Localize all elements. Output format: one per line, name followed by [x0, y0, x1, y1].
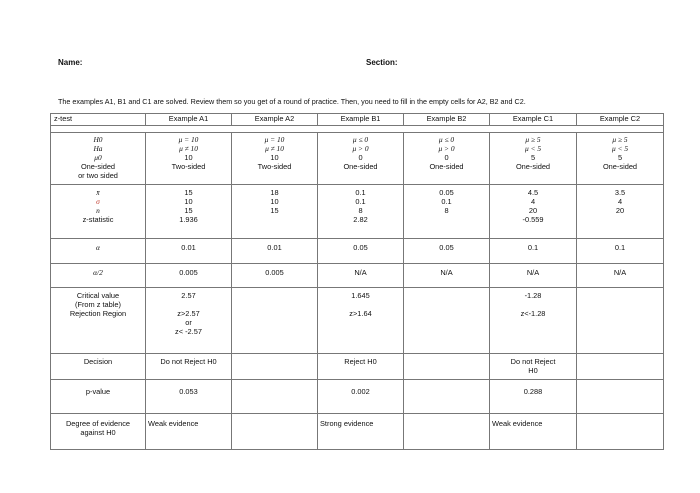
xbar-value: 0.05: [439, 188, 454, 197]
h0-label: H0: [93, 135, 103, 144]
z-statistic-label: z-statistic: [82, 215, 114, 224]
critical-cell-c1: [490, 288, 577, 354]
header-row: [51, 114, 664, 126]
sigma-label: σ: [96, 197, 100, 206]
section-label: Section:: [366, 58, 398, 67]
ha-label: Ha: [93, 144, 103, 153]
decision-cell-c2: [577, 354, 664, 380]
statistics-cell-b1: [318, 185, 404, 239]
xbar-value: 15: [184, 188, 193, 197]
evidence-value: Strong evidence: [320, 419, 374, 428]
sigma-value: 0.1: [355, 197, 366, 206]
evidence-cell-c2: [577, 414, 664, 450]
mu0-value: 10: [184, 153, 193, 162]
statistics-cell-a1: [146, 185, 232, 239]
z-statistic-value: [406, 215, 487, 224]
z-test-table: [50, 113, 664, 450]
z-statistic-value: 2.82: [353, 215, 368, 224]
mu0-value: 5: [530, 153, 536, 162]
xbar-value: 18: [270, 188, 279, 197]
alpha-half-value: 0.005: [179, 268, 198, 277]
evidence-value: Weak evidence: [148, 419, 199, 428]
mu0-value: 0: [358, 153, 363, 162]
critical-value: -1.28: [524, 291, 542, 300]
hypotheses-row: [51, 133, 664, 185]
z-statistic-value: [234, 215, 315, 224]
from-z-table-text: (From z table): [75, 300, 121, 309]
hypotheses-cell-b1: [318, 133, 404, 185]
column-header: Example C2: [577, 114, 664, 126]
column-header: Example A1: [146, 114, 232, 126]
decision-value: Do not Reject H0: [160, 357, 217, 366]
rejection-region: z>2.57: [177, 309, 200, 318]
statistics-row: [51, 185, 664, 239]
rejection-region-2: z< -2.57: [175, 327, 202, 336]
xbar-value: 4.5: [527, 188, 539, 197]
alpha-half-label: α/2: [93, 268, 103, 277]
hypotheses-cell-a1: [146, 133, 232, 185]
rejection-region-text: Rejection Region: [69, 309, 127, 318]
spacer-row: [51, 126, 664, 133]
column-header: Example B2: [404, 114, 490, 126]
sidedness-label: One-sided: [80, 162, 116, 171]
z-statistic-value: 1.936: [179, 215, 198, 224]
n-value: 15: [270, 206, 279, 215]
evidence-label-text-2: against H0: [80, 428, 116, 437]
alpha-label: α: [96, 243, 100, 252]
decision-cell-b2: [404, 354, 490, 380]
rejection-region: z<-1.28: [520, 309, 546, 318]
ha-value: μ < 5: [611, 144, 629, 153]
name-label: Name:: [58, 58, 83, 67]
corner-header: z-test: [51, 114, 146, 126]
ha-value: μ < 5: [524, 144, 542, 153]
mu0-value: 0: [444, 153, 449, 162]
mu0-label: μ0: [94, 153, 102, 162]
critical-cell-a1: [146, 288, 232, 354]
h0-value: μ ≥ 5: [525, 135, 541, 144]
sidedness-label-2: or two sided: [78, 171, 118, 180]
alpha-half-row: [51, 264, 664, 288]
alpha-row: [51, 239, 664, 264]
n-value: 20: [528, 206, 538, 215]
statistics-cell-c1: [490, 185, 577, 239]
alpha-half-value: N/A: [613, 268, 627, 277]
h0-value: μ ≤ 0: [438, 135, 455, 144]
h0-value: μ = 10: [178, 135, 199, 144]
rejection-region-or: or: [185, 318, 192, 327]
sigma-value: 4: [530, 197, 536, 206]
p-value: 0.053: [179, 387, 198, 396]
statistics-cell-b2: [404, 185, 490, 239]
critical-cell-a2: [232, 288, 318, 354]
statistics-cell-c2: [577, 185, 664, 239]
statistics-label: [51, 185, 146, 239]
critical-value: 2.57: [181, 291, 196, 300]
blank-line: [148, 300, 229, 309]
evidence-label: [51, 414, 146, 450]
evidence-cell-a2: [232, 414, 318, 450]
sigma-value: 4: [617, 197, 623, 206]
critical-cell-b1: [318, 288, 404, 354]
ha-value: μ ≠ 10: [265, 144, 284, 153]
sidedness-value: One-sided: [429, 162, 464, 171]
hypotheses-cell-a2: [232, 133, 318, 185]
ha-value: μ > 0: [438, 144, 455, 153]
p-value-row: [51, 380, 664, 414]
evidence-row: [51, 414, 664, 450]
n-label: n: [96, 206, 100, 215]
sigma-value: 10: [184, 197, 193, 206]
hypotheses-label: [51, 133, 146, 185]
z-statistic-value: [579, 215, 661, 224]
critical-value-text: Critical value: [76, 291, 120, 300]
p-value-cell-b2: [404, 380, 490, 414]
alpha-half-value: N/A: [354, 268, 367, 277]
evidence-cell-b2: [404, 414, 490, 450]
alpha-value: 0.05: [439, 243, 454, 252]
p-value-cell-a2: [232, 380, 318, 414]
critical-cell-c2: [577, 288, 664, 354]
alpha-value: 0.1: [614, 243, 626, 252]
sidedness-value: One-sided: [602, 162, 638, 171]
sidedness-value: One-sided: [515, 162, 551, 171]
decision-value-2: H0: [528, 366, 538, 375]
decision-row: [51, 354, 664, 380]
alpha-value: 0.01: [267, 243, 282, 252]
sidedness-value: Two-sided: [257, 162, 292, 171]
alpha-half-value: N/A: [526, 268, 540, 277]
sigma-value: 0.1: [441, 197, 452, 206]
sidedness-value: Two-sided: [171, 162, 206, 171]
xbar-value: 0.1: [355, 188, 366, 197]
h0-value: μ = 10: [264, 135, 285, 144]
hypotheses-cell-b2: [404, 133, 490, 185]
n-value: 15: [184, 206, 193, 215]
alpha-half-value: 0.005: [265, 268, 284, 277]
evidence-value: Weak evidence: [492, 419, 543, 428]
critical-value-row: [51, 288, 664, 354]
h0-value: μ ≥ 5: [612, 135, 628, 144]
n-value: 8: [358, 206, 363, 215]
alpha-half-value: N/A: [440, 268, 453, 277]
rejection-region: z>1.64: [349, 309, 372, 318]
mu0-value: 5: [617, 153, 623, 162]
decision-value: Reject H0: [344, 357, 377, 366]
sidedness-value: One-sided: [343, 162, 378, 171]
statistics-cell-a2: [232, 185, 318, 239]
p-value-cell-c2: [577, 380, 664, 414]
column-header: Example B1: [318, 114, 404, 126]
n-value: 8: [444, 206, 449, 215]
evidence-label-text: Degree of evidence: [65, 419, 131, 428]
alpha-value: 0.1: [527, 243, 539, 252]
mu0-value: 10: [270, 153, 279, 162]
sigma-value: 10: [270, 197, 279, 206]
p-value: 0.288: [523, 387, 543, 396]
alpha-value: 0.01: [181, 243, 196, 252]
xbar-value: 3.5: [614, 188, 626, 197]
alpha-value: 0.05: [353, 243, 368, 252]
blank-line: [492, 300, 574, 309]
column-header: Example C1: [490, 114, 577, 126]
n-value: 20: [615, 206, 625, 215]
column-header: Example A2: [232, 114, 318, 126]
critical-cell-b2: [404, 288, 490, 354]
critical-value: 1.645: [351, 291, 370, 300]
ha-value: μ > 0: [352, 144, 369, 153]
z-statistic-value: -0.559: [522, 215, 544, 224]
p-value: 0.002: [351, 387, 370, 396]
blank-line: [320, 300, 401, 309]
hypotheses-cell-c2: [577, 133, 664, 185]
xbar-label: x̄: [96, 188, 100, 197]
p-value-label: p-value: [85, 387, 111, 396]
decision-label: Decision: [83, 357, 113, 366]
hypotheses-cell-c1: [490, 133, 577, 185]
ha-value: μ ≠ 10: [179, 144, 198, 153]
decision-value: Do not Reject: [510, 357, 556, 366]
instructions-text: The examples A1, B1 and C1 are solved. Review them so you get of a round of practice. Then, you need to fill in the empty cells for A2, B2 and C2.: [58, 97, 526, 106]
h0-value: μ ≤ 0: [352, 135, 369, 144]
decision-cell-a2: [232, 354, 318, 380]
critical-value-label: [51, 288, 146, 354]
